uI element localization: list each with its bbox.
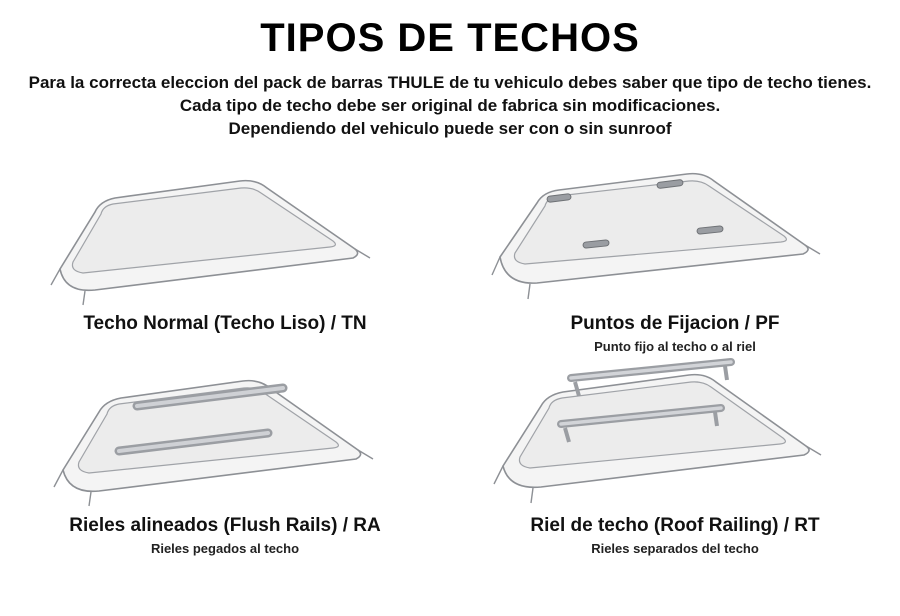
intro-text bbox=[0, 72, 900, 141]
roof-type-caption-pf: Puntos de Fijacion / PF bbox=[570, 312, 780, 334]
roof-type-caption-rt: Riel de techo (Roof Railing) / RT bbox=[530, 515, 820, 537]
roof-type-card-ra bbox=[0, 354, 450, 556]
roof-type-subcaption-rt: Rieles separados del techo bbox=[591, 541, 759, 556]
page-title: TIPOS DE TECHOS bbox=[260, 16, 640, 60]
tipos-de-techos-infographic bbox=[0, 16, 900, 616]
roof-type-card-rt bbox=[450, 354, 900, 556]
intro-line-2: Cada tipo de techo debe ser original de fabrica sin modificaciones. bbox=[179, 95, 721, 115]
roof-type-card-pf bbox=[450, 157, 900, 354]
car-roof-fixpoint-icon bbox=[475, 157, 875, 307]
roof-type-subcaption-pf: Punto fijo al techo o al riel bbox=[594, 338, 756, 354]
roof-types-grid bbox=[0, 157, 900, 557]
roof-type-subcaption-ra: Rieles pegados al techo bbox=[150, 541, 300, 556]
roof-type-caption-tn: Techo Normal (Techo Liso) / TN bbox=[83, 312, 367, 334]
intro-line-3: Dependiendo del vehiculo puede ser con o sin sunroof bbox=[228, 118, 672, 138]
car-roof-flush-rails-icon bbox=[25, 354, 425, 509]
roof-type-card-tn bbox=[0, 157, 450, 354]
car-roof-railing-icon bbox=[475, 354, 875, 509]
car-roof-plain-icon bbox=[25, 157, 425, 307]
intro-line-1: Para la correcta eleccion del pack de barras THULE de tu vehiculo debes saber que tipo de techo tienes. bbox=[28, 73, 872, 92]
roof-type-caption-ra: Rieles alineados (Flush Rails) / RA bbox=[69, 515, 381, 537]
